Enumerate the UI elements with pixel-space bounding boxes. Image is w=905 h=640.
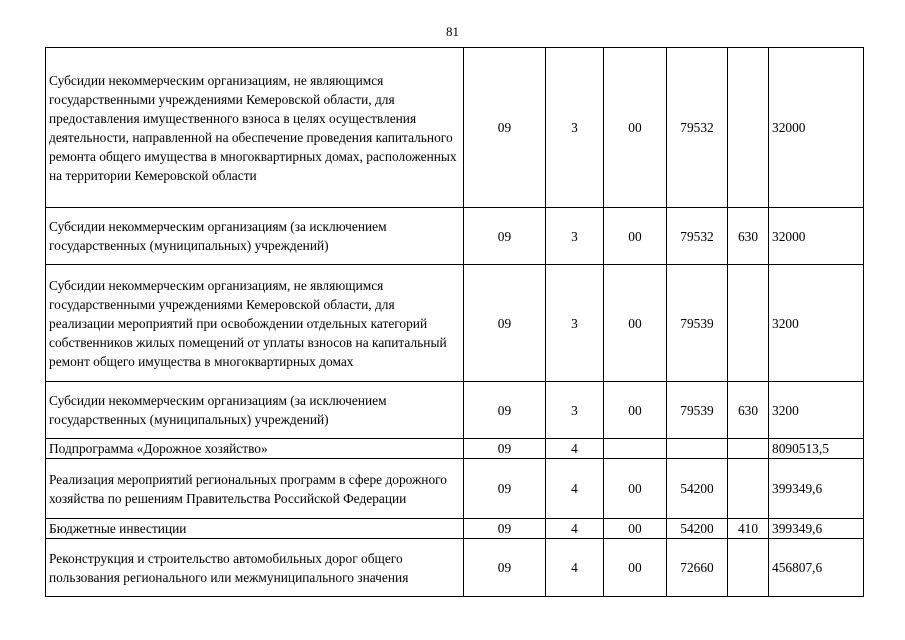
section-cell: 09 (464, 382, 546, 439)
row-description: Бюджетные инвестиции (46, 519, 464, 539)
row-description: Реконструкция и строительство автомобильных дорог общего пользования регионального или межмуниципального значения (46, 539, 464, 597)
row-description: Субсидии некоммерческим организациям, не являющимся государственными учреждениями Кемеровской области, для предоставления имущественного взноса в целях осуществления деятельности, направленной на обеспечение проведения капитального ремонта общего имущества в многоквартирных домах, расположенных на территории Кемеровской области (46, 48, 464, 208)
table-row (46, 439, 864, 459)
code-cell: 79539 (667, 382, 728, 439)
subsection-cell: 3 (546, 208, 604, 265)
code-cell: 72660 (667, 539, 728, 597)
subsection-cell: 4 (546, 519, 604, 539)
type-cell (728, 439, 769, 459)
subsection-cell: 3 (546, 265, 604, 382)
row-description: Подпрограмма «Дорожное хозяйство» (46, 439, 464, 459)
table-row (46, 382, 864, 439)
code-cell: 54200 (667, 519, 728, 539)
type-cell (728, 48, 769, 208)
program-cell: 00 (604, 382, 667, 439)
type-cell: 410 (728, 519, 769, 539)
type-cell (728, 539, 769, 597)
page-number: 81 (446, 24, 459, 39)
program-cell: 00 (604, 459, 667, 519)
section-cell: 09 (464, 48, 546, 208)
type-cell (728, 265, 769, 382)
amount-cell: 32000 (769, 48, 864, 208)
row-description: Субсидии некоммерческим организациям (за исключением государственных (муниципальных) учреждений) (46, 208, 464, 265)
section-cell: 09 (464, 439, 546, 459)
amount-cell: 3200 (769, 265, 864, 382)
code-cell (667, 439, 728, 459)
section-cell: 09 (464, 459, 546, 519)
table-row (46, 208, 864, 265)
table-row (46, 539, 864, 597)
subsection-cell: 3 (546, 382, 604, 439)
budget-table (45, 47, 864, 597)
program-cell: 00 (604, 265, 667, 382)
table-row (46, 519, 864, 539)
subsection-cell: 4 (546, 539, 604, 597)
amount-cell: 8090513,5 (769, 439, 864, 459)
subsection-cell: 3 (546, 48, 604, 208)
section-cell: 09 (464, 208, 546, 265)
amount-cell: 456807,6 (769, 539, 864, 597)
row-description: Субсидии некоммерческим организациям (за исключением государственных (муниципальных) учреждений) (46, 382, 464, 439)
type-cell: 630 (728, 208, 769, 265)
table-row (46, 48, 864, 208)
table-row (46, 459, 864, 519)
row-description: Реализация мероприятий региональных программ в сфере дорожного хозяйства по решениям Правительства Российской Федерации (46, 459, 464, 519)
section-cell: 09 (464, 539, 546, 597)
amount-cell: 32000 (769, 208, 864, 265)
code-cell: 54200 (667, 459, 728, 519)
amount-cell: 3200 (769, 382, 864, 439)
code-cell: 79532 (667, 48, 728, 208)
program-cell: 00 (604, 208, 667, 265)
amount-cell: 399349,6 (769, 459, 864, 519)
code-cell: 79532 (667, 208, 728, 265)
program-cell (604, 439, 667, 459)
row-description: Субсидии некоммерческим организациям, не являющимся государственными учреждениями Кемеровской области, для реализации мероприятий при освобождении отдельных категорий собственников жилых помещений от уплаты взносов на капитальный ремонт общего имущества в многоквартирных домах (46, 265, 464, 382)
program-cell: 00 (604, 48, 667, 208)
section-cell: 09 (464, 519, 546, 539)
type-cell: 630 (728, 382, 769, 439)
subsection-cell: 4 (546, 439, 604, 459)
type-cell (728, 459, 769, 519)
program-cell: 00 (604, 519, 667, 539)
program-cell: 00 (604, 539, 667, 597)
section-cell: 09 (464, 265, 546, 382)
table-row (46, 265, 864, 382)
code-cell: 79539 (667, 265, 728, 382)
amount-cell: 399349,6 (769, 519, 864, 539)
subsection-cell: 4 (546, 459, 604, 519)
